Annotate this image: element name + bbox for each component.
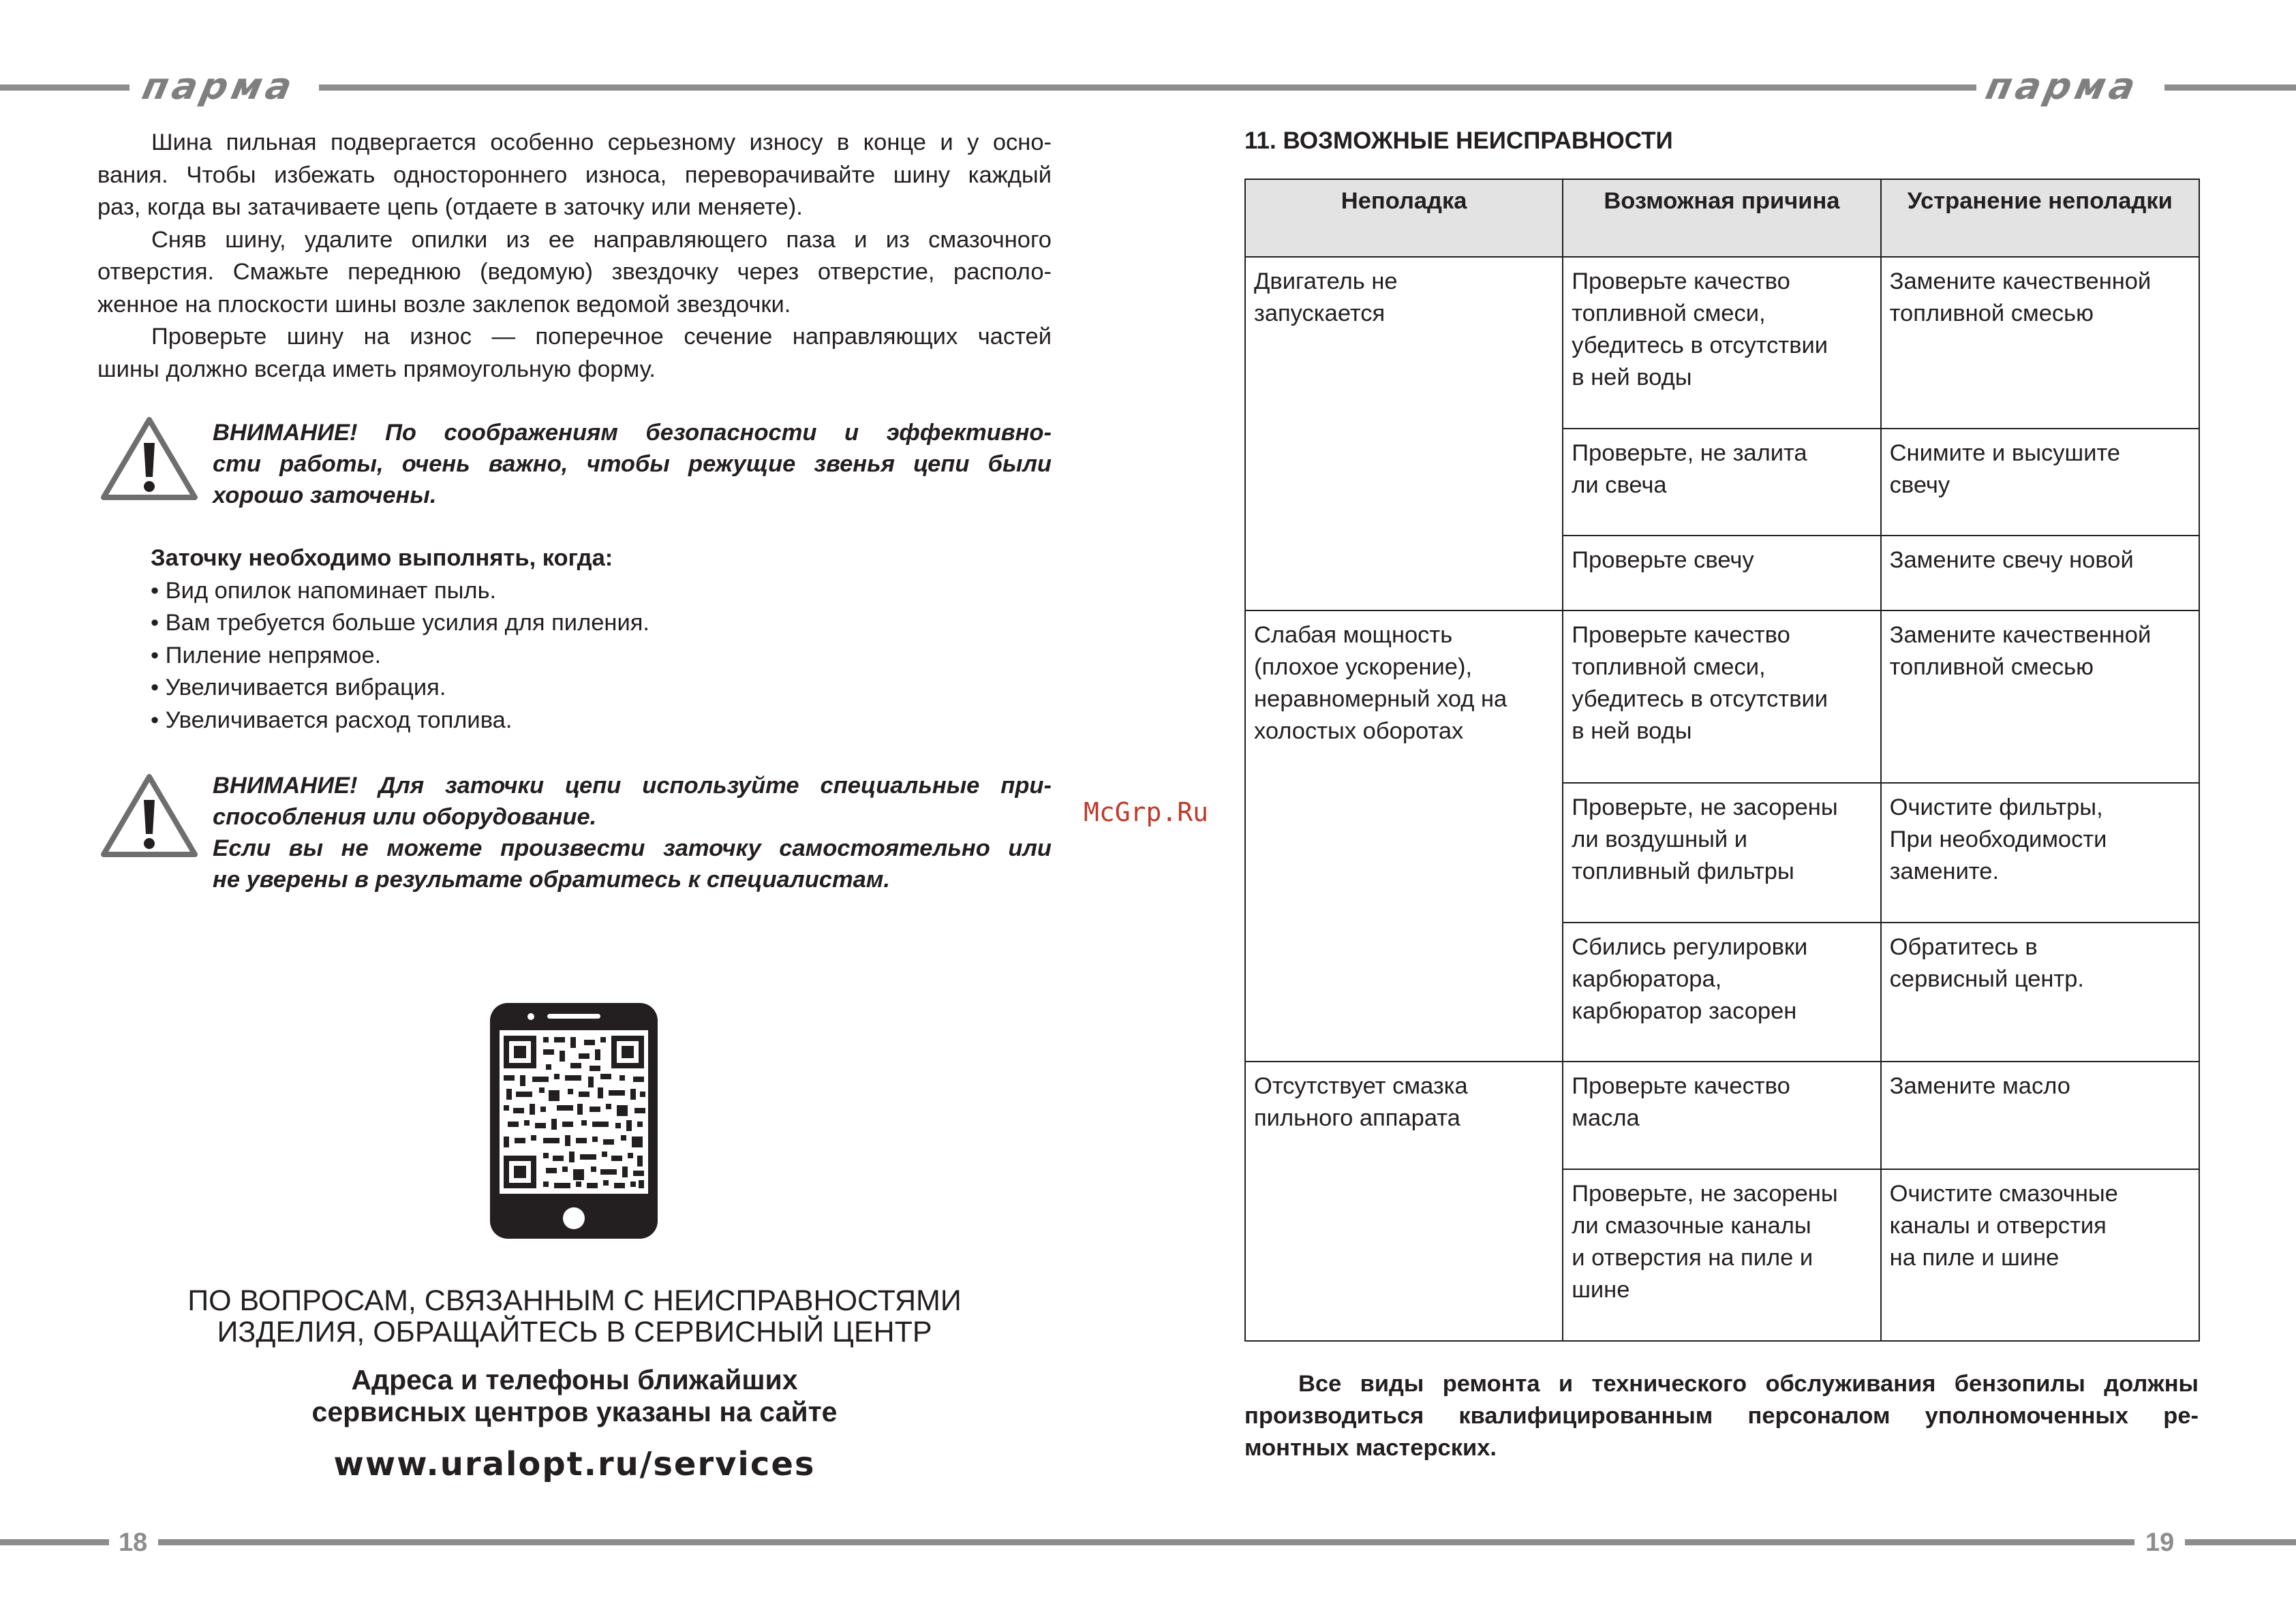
cell-line: Замените качественной xyxy=(1889,622,2152,648)
text-line: Сняв шину, удалите опилки из ее направляющего паза и из смазочного xyxy=(151,226,1052,253)
page-number-right: 19 xyxy=(2145,1528,2175,1557)
cell-line: каналы и отверстия xyxy=(1889,1213,2107,1239)
cell-line: топливной смесью xyxy=(1889,300,2094,326)
problem-cell xyxy=(1245,610,1563,1062)
cell-line: Обратитесь в xyxy=(1889,934,2038,960)
cell-line: убедитесь в отсутствии xyxy=(1572,333,1828,358)
footer-rule-left xyxy=(0,1539,109,1545)
brand-logo-left: парма xyxy=(138,65,300,108)
cell-line: Снимите и высушите xyxy=(1889,440,2121,466)
service-caps-text xyxy=(97,1285,1052,1348)
warning-line: способления или оборудование. xyxy=(213,804,597,830)
text-line: Проверьте шину на износ — поперечное сечение направляющих частей xyxy=(151,324,1052,350)
text-line: Адреса и телефоны ближайших xyxy=(351,1364,798,1395)
problem-cell xyxy=(1245,257,1563,610)
cell-line: Очистите фильтры, xyxy=(1889,794,2103,820)
table-row xyxy=(1245,1062,2199,1169)
text-line: женное на плоскости шины возле заклепок ведомой звездочки. xyxy=(97,291,791,318)
cell-line: Замените свечу новой xyxy=(1889,547,2134,573)
cell-line: запускается xyxy=(1254,300,1386,326)
cell-line: замените. xyxy=(1889,859,2000,884)
cell-line: Проверьте, не засорены xyxy=(1572,1181,1838,1207)
sharpen-title: Заточку необходимо выполнять, когда: xyxy=(151,545,613,571)
warning-text-tools xyxy=(213,770,1052,895)
fix-cell xyxy=(1881,429,2199,536)
cell-line: Сбились регулировки xyxy=(1572,934,1808,960)
warning-line: ВНИМАНИЕ! Для заточки цепи используйте специальные при- xyxy=(213,773,1052,799)
cell-line: топливной смеси, xyxy=(1572,300,1766,326)
list-item: • Вам требуется больше усилия для пиления. xyxy=(151,610,649,636)
text-line: монтных мастерских. xyxy=(1244,1435,1497,1461)
service-note xyxy=(1244,1368,2199,1464)
warning-line: сти работы, очень важно, чтобы режущие звенья цепи были xyxy=(213,451,1052,477)
cell-line: топливной смеси, xyxy=(1572,654,1766,680)
header-rule-left xyxy=(0,84,129,91)
cause-cell xyxy=(1563,610,1880,783)
intro-text xyxy=(97,127,1052,386)
cell-line: Слабая мощность xyxy=(1254,622,1453,648)
warning-line: хорошо заточены. xyxy=(213,482,437,508)
header-rule-right xyxy=(2164,84,2296,91)
cell-line: (плохое ускорение), xyxy=(1254,654,1473,680)
cell-line: Проверьте качество xyxy=(1572,1073,1790,1099)
cell-line: Проверьте, не засорены xyxy=(1572,794,1838,820)
warning-icon xyxy=(98,414,200,503)
warning-line: не уверены в результате обратитесь к специалистам. xyxy=(213,867,890,893)
cell-line: карбюратор засорен xyxy=(1572,998,1797,1024)
cell-line: пильного аппарата xyxy=(1254,1105,1460,1131)
header-rule-middle xyxy=(319,84,1976,91)
table-row xyxy=(1245,610,2199,783)
footer-rule-right xyxy=(2185,1539,2296,1545)
list-item: • Увеличивается вибрация. xyxy=(151,675,446,700)
text-line: сервисных центров указаны на сайте xyxy=(311,1396,838,1427)
fix-cell xyxy=(1881,1169,2199,1341)
text-line: Шина пильная подвергается особенно серьезному износу в конце и у осно- xyxy=(151,129,1052,155)
column-header: Возможная причина xyxy=(1563,179,1880,257)
table-header-row xyxy=(1245,179,2199,257)
section-title: 11. ВОЗМОЖНЫЕ НЕИСПРАВНОСТИ xyxy=(1244,127,1673,154)
cell-line: Замените масло xyxy=(1889,1073,2070,1099)
cell-line: ли воздушный и xyxy=(1572,826,1748,852)
text-line: ПО ВОПРОСАМ, СВЯЗАННЫМ С НЕИСПРАВНОСТЯМИ xyxy=(187,1284,962,1317)
cause-cell xyxy=(1563,783,1880,923)
fix-cell xyxy=(1881,536,2199,610)
cell-line: и отверстия на пиле и xyxy=(1572,1245,1813,1271)
sharpen-section xyxy=(151,542,1050,737)
fix-cell xyxy=(1881,923,2199,1062)
cell-line: неравномерный ход на xyxy=(1254,686,1507,712)
watermark: McGrp.Ru xyxy=(1084,797,1209,827)
list-item: • Вид опилок напоминает пыль. xyxy=(151,577,497,604)
cell-line: карбюратора, xyxy=(1572,966,1722,992)
column-header: Неполадка xyxy=(1245,179,1563,257)
text-line: производиться квалифицированным персоналом уполномоченных ре- xyxy=(1244,1403,2199,1429)
cell-line: убедитесь в отсутствии xyxy=(1572,686,1828,712)
cell-line: шине xyxy=(1572,1277,1630,1303)
brand-logo-right: парма xyxy=(1982,65,2143,108)
text-line: шины должно всегда иметь прямоугольную форму. xyxy=(97,356,656,382)
service-bold-text xyxy=(97,1364,1052,1428)
problem-cell xyxy=(1245,1062,1563,1341)
cause-cell xyxy=(1563,1062,1880,1169)
phone-qr-icon xyxy=(489,1002,659,1240)
cause-cell xyxy=(1563,536,1880,610)
page-number-left: 18 xyxy=(119,1528,148,1557)
cause-cell xyxy=(1563,257,1880,429)
warning-icon xyxy=(98,771,200,860)
text-line: вания. Чтобы избежать одностороннего износа, переворачивайте шину каждый xyxy=(97,161,1052,188)
text-line: отверстия. Смажьте переднюю (ведомую) звездочку через отверстие, располо- xyxy=(97,259,1052,285)
footer-rule-middle xyxy=(158,1539,2134,1545)
cell-line: Проверьте качество xyxy=(1572,622,1790,648)
text-line: раз, когда вы затачиваете цепь (отдаете в заточку или меняете). xyxy=(97,194,803,220)
cell-line: Очистите смазочные xyxy=(1889,1181,2118,1207)
cell-line: Отсутствует смазка xyxy=(1254,1073,1468,1099)
cell-line: Проверьте качество xyxy=(1572,268,1790,294)
warning-text-sharpness xyxy=(213,417,1052,511)
cell-line: ли смазочные каналы xyxy=(1572,1213,1811,1239)
text-line: ИЗДЕЛИЯ, ОБРАЩАЙТЕСЬ В СЕРВИСНЫЙ ЦЕНТР xyxy=(217,1316,932,1348)
faults-table xyxy=(1244,179,2200,1342)
fix-cell xyxy=(1881,1062,2199,1169)
cell-line: Двигатель не xyxy=(1254,268,1398,294)
cause-cell xyxy=(1563,429,1880,536)
cell-line: свечу xyxy=(1889,472,1950,498)
fix-cell xyxy=(1881,783,2199,923)
cell-line: масла xyxy=(1572,1105,1640,1131)
text-line: Все виды ремонта и технического обслуживания бензопилы должны xyxy=(1298,1371,2199,1397)
cell-line: ли свеча xyxy=(1572,472,1667,498)
cell-line: холостых оборотах xyxy=(1254,718,1464,744)
table-row xyxy=(1245,257,2199,429)
column-header: Устранение неполадки xyxy=(1881,179,2199,257)
service-url-link[interactable]: www.uralopt.ru/services xyxy=(333,1445,816,1483)
cause-cell xyxy=(1563,923,1880,1062)
cell-line: в ней воды xyxy=(1572,718,1692,744)
cell-line: Проверьте свечу xyxy=(1572,547,1754,573)
cell-line: на пиле и шине xyxy=(1889,1245,2060,1271)
list-item: • Увеличивается расход топлива. xyxy=(151,707,512,733)
cell-line: Замените качественной xyxy=(1889,268,2152,294)
cell-line: При необходимости xyxy=(1889,826,2107,852)
cell-line: сервисный центр. xyxy=(1889,966,2085,992)
cell-line: Проверьте, не залита xyxy=(1572,440,1807,466)
cell-line: в ней воды xyxy=(1572,365,1692,390)
cause-cell xyxy=(1563,1169,1880,1341)
warning-line: ВНИМАНИЕ! По соображениям безопасности и эффективно- xyxy=(213,420,1052,446)
cell-line: топливный фильтры xyxy=(1572,859,1794,884)
fix-cell xyxy=(1881,257,2199,429)
fix-cell xyxy=(1881,610,2199,783)
cell-line: топливной смесью xyxy=(1889,654,2094,680)
warning-line: Если вы не можете произвести заточку самостоятельно или xyxy=(213,835,1052,861)
list-item: • Пиление непрямое. xyxy=(151,642,382,668)
